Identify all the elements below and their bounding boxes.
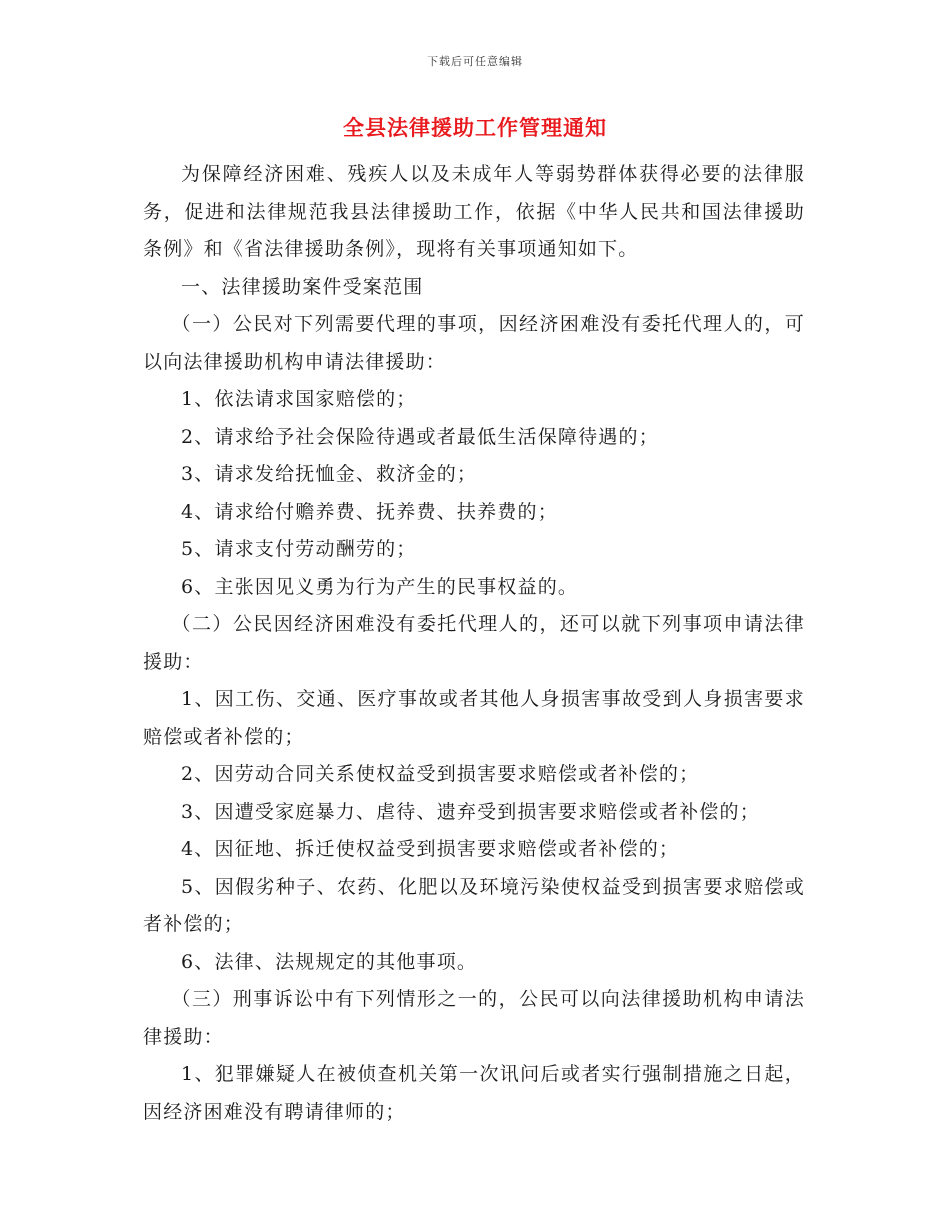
list-item: 4、因征地、拆迁使权益受到损害要求赔偿或者补偿的； [181,838,680,860]
list-item: 3、请求发给抚恤金、救济金的； [181,463,478,485]
list-item: 5、因假劣种子、农药、化肥以及环境污染使权益受到损害要求赔偿或者补偿的； [143,875,805,935]
list-item: 6、法律、法规规定的其他事项。 [181,950,478,973]
header-note: 下载后可任意编辑 [427,55,523,68]
list-item: 1、依法请求国家赔偿的； [181,388,417,410]
subsection-heading: （一）公民对下列需要代理的事项，因经济困难没有委托代理人的，可以向法律援助机构申请法律援助： [143,313,805,373]
list-item: 3、因遭受家庭暴力、虐待、遗弃受到损害要求赔偿或者补偿的； [181,800,760,823]
list-item: 6、主张因见义勇为行为产生的民事权益的。 [181,575,579,598]
list-item: 4、请求给付赡养费、抚养费、扶养费的； [181,500,558,523]
document-title: 全县法律援助工作管理通知 [343,116,607,140]
list-item: 2、请求给予社会保险待遇或者最低生活保障待遇的； [181,425,659,448]
list-item: 5、请求支付劳动酬劳的； [181,538,417,560]
list-item: 1、因工伤、交通、医疗事故或者其他人身损害事故受到人身损害要求赔偿或者补偿的； [143,688,805,748]
intro-paragraph: 为保障经济困难、残疾人以及未成年人等弱势群体获得必要的法律服务，促进和法律规范我县法律援助工作，依据《中华人民共和国法律援助条例》和《省法律援助条例》，现将有关事项通知如下。 [143,163,805,260]
subsection-heading: （二）公民因经济困难没有委托代理人的，还可以就下列事项申请法律援助： [143,613,805,673]
list-item: 2、因劳动合同关系使权益受到损害要求赔偿或者补偿的； [181,763,700,785]
list-item: 1、犯罪嫌疑人在被侦查机关第一次讯问后或者实行强制措施之日起，因经济困难没有聘请律师的； [143,1063,805,1123]
document-body [143,156,805,1131]
subsection-heading: （三）刑事诉讼中有下列情形之一的，公民可以向法律援助机构申请法律援助： [143,988,805,1048]
section-heading: 一、法律援助案件受案范围 [181,275,424,298]
